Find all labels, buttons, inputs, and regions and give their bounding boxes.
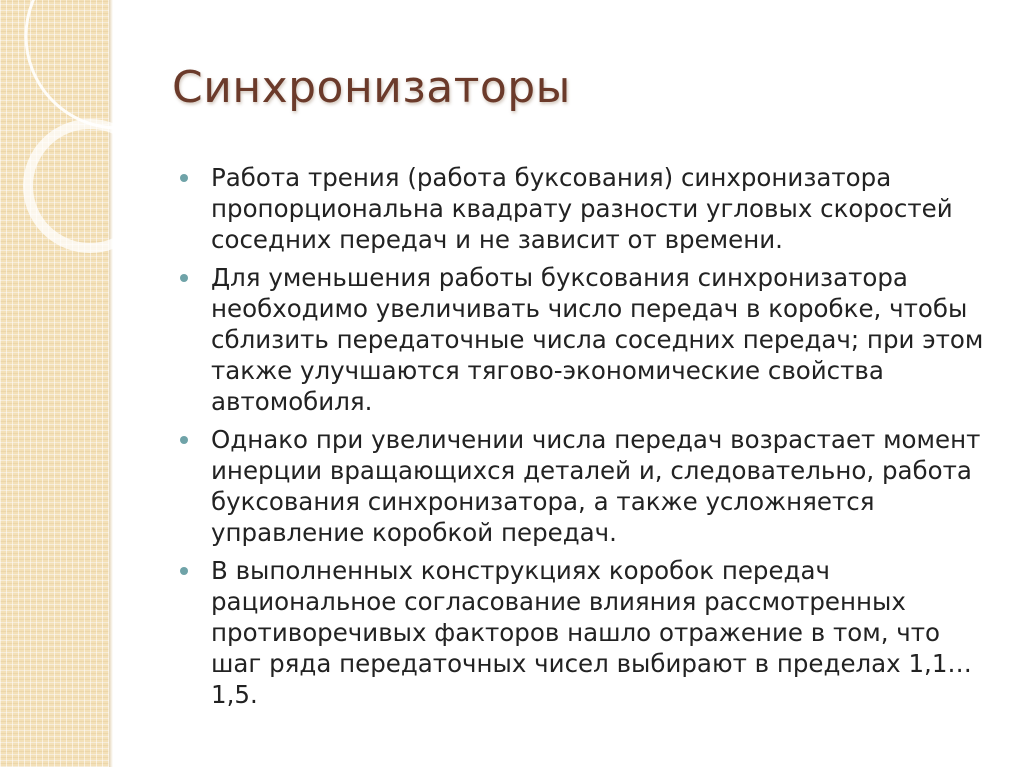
bullet-item xyxy=(180,424,990,548)
bullet-item xyxy=(180,262,990,417)
decorative-side-strip xyxy=(0,0,109,767)
bullet-text: Однако при увеличении числа передач возрастает момент инерции вращающихся деталей и, следовательно, работа буксования синхронизатора, а также усложняется управление коробкой передач. xyxy=(211,425,981,547)
bullet-text: Для уменьшения работы буксования синхронизатора необходимо увеличивать число передач в коробке, чтобы сблизить передаточные числа соседних передач; при этом также улучшаются тягово-экономические свойства автомобиля. xyxy=(211,263,984,416)
bullet-dot-icon xyxy=(180,567,188,575)
bullet-list xyxy=(180,162,990,717)
bullet-text: Работа трения (работа буксования) синхронизатора пропорциональна квадрату разности угловых скоростей соседних передач и не зависит от времени. xyxy=(211,163,953,254)
side-strip-edge xyxy=(109,0,113,767)
bullet-item xyxy=(180,555,990,710)
slide-title: Синхронизаторы xyxy=(172,62,571,113)
bullet-dot-icon xyxy=(180,174,188,182)
bullet-dot-icon xyxy=(180,274,188,282)
bullet-text: В выполненных конструкциях коробок передач рациональное согласование влияния рассмотренных противоречивых факторов нашло отражение в том, что шаг ряда передаточных чисел выбирают в пределах 1,1…1,5. xyxy=(211,556,972,709)
bullet-dot-icon xyxy=(180,436,188,444)
bullet-item xyxy=(180,162,990,255)
